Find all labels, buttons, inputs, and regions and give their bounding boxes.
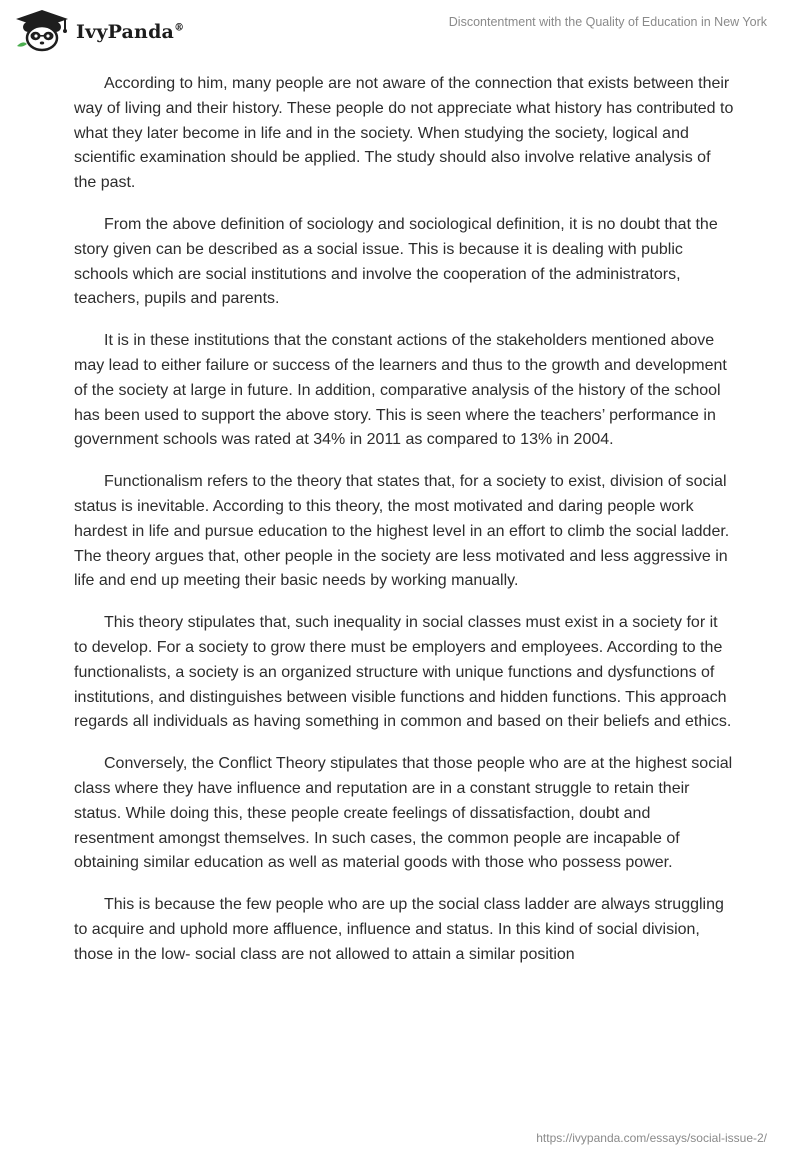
essay-body xyxy=(74,72,734,985)
document-title: Discontentment with the Quality of Education in New York xyxy=(448,15,767,29)
panda-graduate-icon xyxy=(14,8,70,52)
source-url[interactable]: https://ivypanda.com/essays/social-issue-2/ xyxy=(536,1131,767,1145)
ivypanda-logo[interactable] xyxy=(14,8,184,52)
brand-name: IvyPanda® xyxy=(76,21,185,43)
paragraph: This is because the few people who are up the social class ladder are always struggling to acquire and uphold more affluence, influence and status. In this kind of social division, those in the low- social class are not allowed to attain a similar position xyxy=(74,896,724,963)
paragraph: This theory stipulates that, such inequality in social classes must exist in a society for it to develop. For a society to grow there must be employers and employees. According to the functionalists, a society is an organized structure with unique functions and dysfunctions of institutions, and distinguishes between visible functions and hidden functions. This approach regards all individuals as having something in common and based on their beliefs and ethics. xyxy=(74,614,732,731)
paragraph: Conversely, the Conflict Theory stipulates that those people who are at the highest social class where they have influence and reputation are in a constant struggle to retain their status. While doing this, these people create feelings of dissatisfaction, doubt and resentment amongst themselves. In such cases, the common people are incapable of obtaining similar education as well as material goods with those who possess power. xyxy=(74,755,733,872)
page-header xyxy=(0,0,800,70)
paragraph: From the above definition of sociology and sociological definition, it is no doubt that the story given can be described as a social issue. This is because it is dealing with public schools which are social institutions and involve the cooperation of the administrators, teachers, pupils and parents. xyxy=(74,215,718,308)
paragraph: Functionalism refers to the theory that states that, for a society to exist, division of social status is inevitable. According to this theory, the most motivated and daring people work hardest in life and pursue education to the highest level in an effort to climb the social ladder. The theory argues that, other people in the society are less motivated and less aggressive in life and end up meeting their basic needs by working manually. xyxy=(74,473,730,590)
paragraph: According to him, many people are not aware of the connection that exists between their way of living and their history. These people do not appreciate what history has contributed to what they later become in life and in the society. When studying the society, logical and scientific examination should be applied. The study should also involve relative analysis of the past. xyxy=(74,75,734,192)
paragraph: It is in these institutions that the constant actions of the stakeholders mentioned above may lead to either failure or success of the learners and thus to the growth and development of the society at large in future. In addition, comparative analysis of the history of the school has been used to support the above story. This is seen where the teachers’ performance in government schools was rated at 34% in 2011 as compared to 13% in 2004. xyxy=(74,332,727,449)
